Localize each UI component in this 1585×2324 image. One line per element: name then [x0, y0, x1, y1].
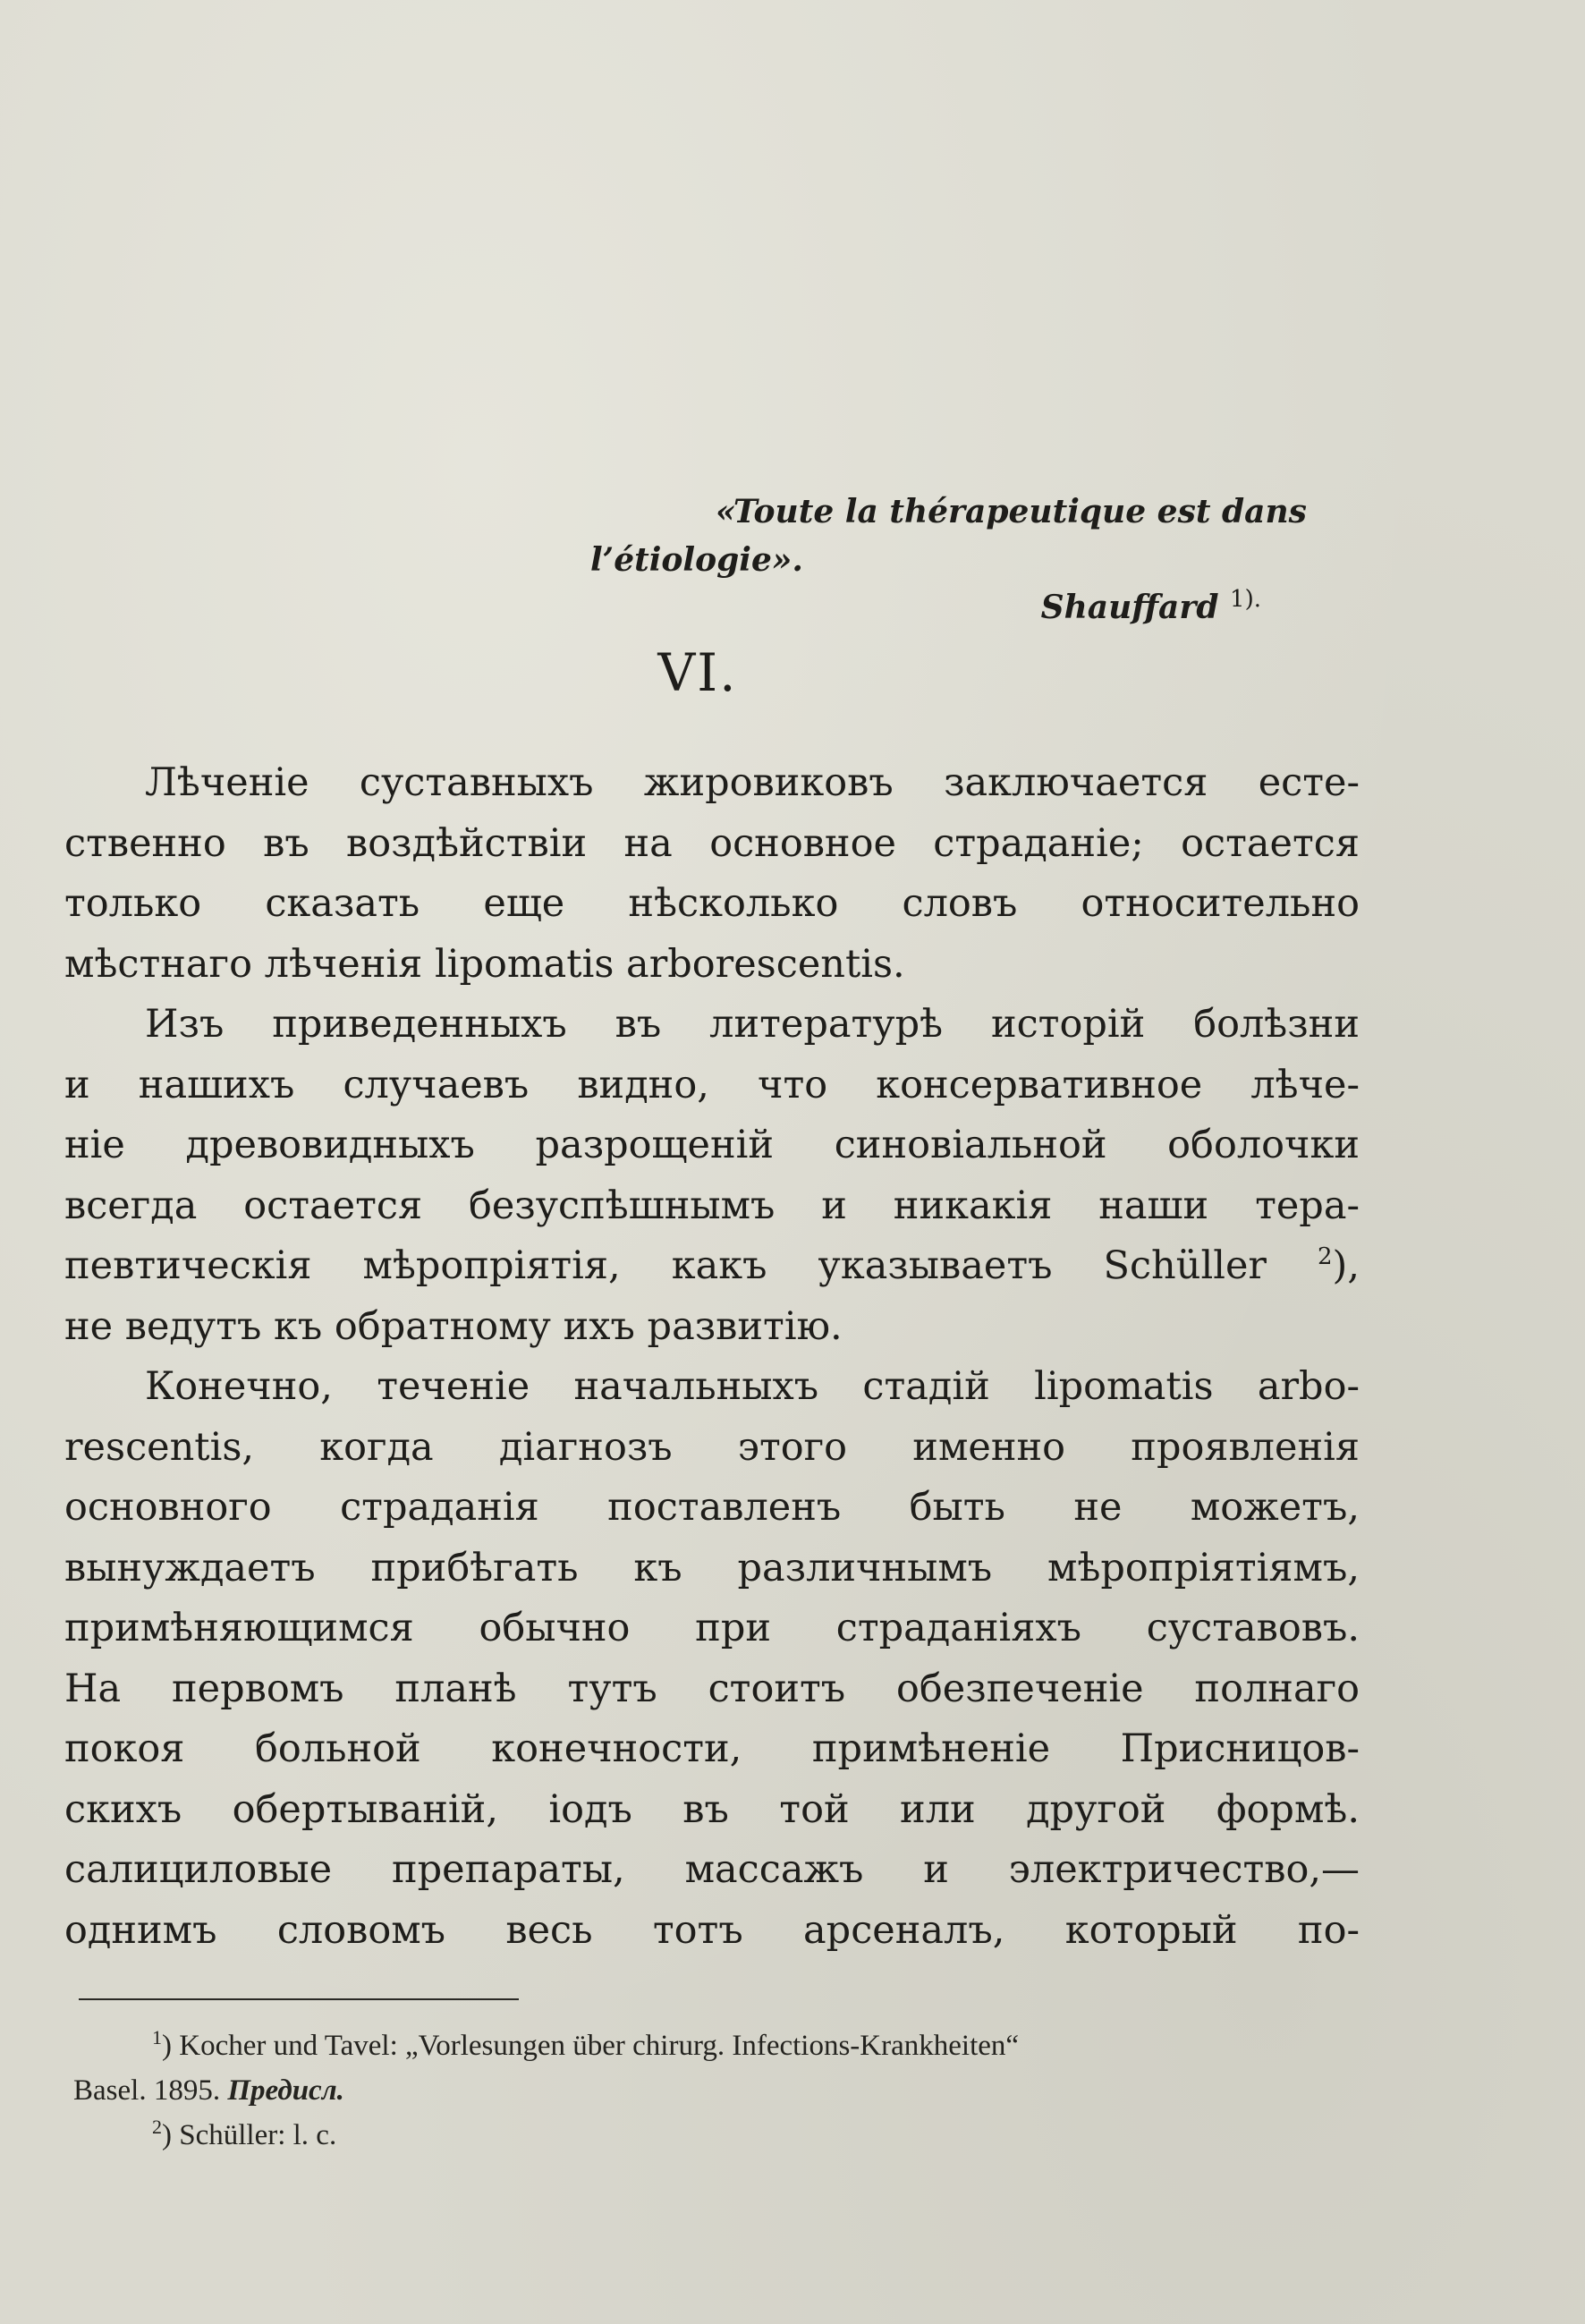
body-line	[64, 1539, 1360, 1599]
body-line-text: основного страданія поставленъ быть не можетъ,	[64, 1485, 1360, 1530]
footnote-2-mark: 2	[152, 2116, 162, 2138]
body-line-text: всегда остается безуспѣшнымъ и никакія наши тера-	[64, 1183, 1360, 1228]
footnote-ref: 2	[1318, 1243, 1333, 1270]
body-line	[64, 814, 1360, 875]
body-line	[64, 753, 1360, 814]
body-line	[64, 1357, 1360, 1418]
body-line-text: ніе древовидныхъ разрощеній синовіальной оболочки	[64, 1123, 1360, 1167]
body-line-text: Изъ приведенныхъ въ литературѣ исторій болѣзни	[145, 1002, 1360, 1047]
body-line	[64, 1478, 1360, 1539]
body-line	[64, 935, 1360, 996]
body-line-text: Лѣченіе суставныхъ жировиковъ заключается есте-	[145, 760, 1360, 805]
body-line-text: На первомъ планѣ тутъ стоитъ обезпеченіе полнаго	[64, 1666, 1360, 1711]
body-line	[64, 1659, 1360, 1720]
chapter-number: VI.	[657, 642, 738, 703]
body-line-text: Конечно, теченіе начальныхъ стадій lipomatis arbo-	[145, 1364, 1360, 1409]
body-line	[64, 1599, 1360, 1659]
body-line	[64, 1719, 1360, 1780]
body-line-tail: ),	[1332, 1243, 1360, 1288]
body-line-text: вынуждаетъ прибѣгать къ различнымъ мѣропріятіямъ,	[64, 1545, 1360, 1590]
footnote-2-text: ) Schüller: l. c.	[162, 2119, 337, 2151]
body-line-text: не ведутъ къ обратному ихъ развитію.	[64, 1303, 843, 1349]
epigraph-line-1: «Toute la thérapeutique est dans	[716, 493, 1307, 530]
body-line	[64, 1176, 1360, 1237]
body-line	[64, 995, 1360, 1056]
body-line	[64, 1840, 1360, 1901]
footnote-1-source: Basel. 1895.	[73, 2074, 228, 2107]
body-line	[64, 1780, 1360, 1841]
body-line	[64, 1236, 1360, 1297]
body-line-text: скихъ обертываній, іодъ въ той или другой формѣ.	[64, 1786, 1360, 1832]
bleed-through-texture	[72, 125, 1369, 438]
body-text	[64, 753, 1360, 1961]
body-line-text: салициловые препараты, массажъ и электричество,—	[64, 1847, 1360, 1892]
body-line-text: rescentis, когда діагнозъ этого именно проявленія	[64, 1424, 1360, 1470]
epigraph	[590, 488, 1360, 626]
footnote-1-text: ) Kocher und Tavel: „Vorlesungen über chirurg. Infections-Krankheiten“	[162, 2030, 1020, 2062]
body-line	[64, 1297, 1360, 1358]
body-line	[64, 1056, 1360, 1116]
body-line-text: ственно въ воздѣйствіи на основное страданіе; остается	[64, 820, 1360, 866]
body-line	[64, 1418, 1360, 1479]
footnote-2	[73, 2113, 1397, 2158]
epigraph-author-ref: 1).	[1230, 586, 1261, 613]
epigraph-line-2: l’étiologie».	[590, 541, 803, 579]
body-line-text: мѣстнаго лѣченія lipomatis arborescentis.	[64, 941, 905, 987]
epigraph-author	[1041, 575, 1261, 632]
body-line	[64, 1901, 1360, 1962]
body-line	[64, 874, 1360, 935]
footnote-separator	[79, 1998, 519, 2000]
footnote-1-mark: 1	[152, 2026, 162, 2048]
body-line-text: только сказать еще нѣсколько словъ относительно	[64, 881, 1360, 926]
body-line-text: примѣняющимся обычно при страданіяхъ суставовъ.	[64, 1606, 1360, 1650]
body-line	[64, 1115, 1360, 1176]
body-line-text: покоя больной конечности, примѣненіе Присницов-	[64, 1726, 1360, 1771]
footnote-1-line-2	[73, 2068, 1397, 2113]
body-line-text: и нашихъ случаевъ видно, что консервативное лѣче-	[64, 1062, 1360, 1107]
epigraph-author-name: Shauffard	[1040, 589, 1219, 626]
footnotes	[73, 2023, 1397, 2158]
body-line-text: однимъ словомъ весь тотъ арсеналъ, который по-	[64, 1907, 1360, 1953]
body-line-text: певтическія мѣропріятія, какъ указываетъ Schüller	[64, 1243, 1267, 1288]
footnote-1-preface: Предисл.	[227, 2074, 344, 2107]
footnote-1-line-1	[73, 2023, 1397, 2068]
